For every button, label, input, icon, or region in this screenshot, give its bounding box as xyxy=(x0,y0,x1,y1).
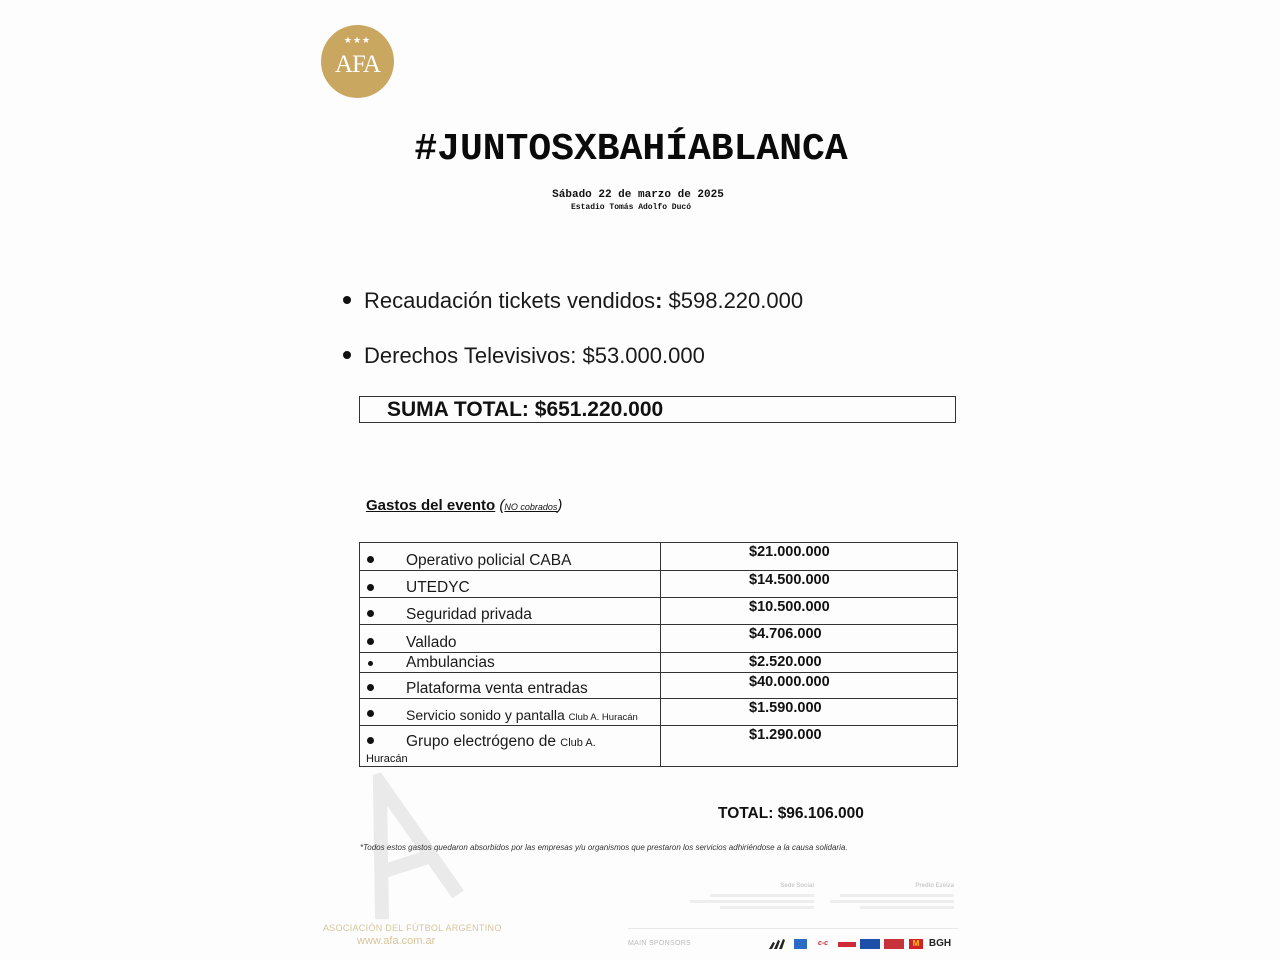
expense-name: Ambulancias xyxy=(406,654,495,671)
mcdonalds-icon: M xyxy=(909,939,923,949)
sum-total-text: SUMA TOTAL: $651.220.000 xyxy=(387,398,664,421)
afa-logo xyxy=(321,25,394,98)
page-title: #JUNTOSXBAHÍABLANCA xyxy=(414,128,848,171)
expense-amount: $21.000.000 xyxy=(749,544,830,560)
bullet-icon xyxy=(367,584,374,591)
event-venue: Estadio Tomás Adolfo Ducó xyxy=(570,203,692,212)
footnote: *Todos estos gastos quedaron absorbidos por las empresas y/u organismos que prestaron los servicios adhiriéndose a la causa solidaria. xyxy=(360,843,848,852)
expense-amount: $2.520.000 xyxy=(749,654,822,670)
predio-title: Predio Ezeiza xyxy=(915,883,954,889)
tv-value: $53.000.000 xyxy=(582,343,705,368)
ypf-icon xyxy=(860,939,880,949)
expense-amount: $1.590.000 xyxy=(749,700,822,716)
sum-total-box xyxy=(359,396,956,423)
table-row xyxy=(360,543,958,571)
coca-cola-icon: c-c xyxy=(817,940,829,947)
table-row xyxy=(360,673,958,699)
expenses-total: TOTAL: $96.106.000 xyxy=(718,805,864,822)
bullet-icon xyxy=(367,737,374,744)
logo-text: AFA xyxy=(334,51,381,78)
bullet-icon xyxy=(368,661,373,666)
table-row xyxy=(360,699,958,726)
table-row xyxy=(360,726,958,767)
expense-amount: $4.706.000 xyxy=(749,626,822,642)
event-date: Sábado 22 de marzo de 2025 xyxy=(552,189,724,201)
expense-name: Servicio sonido y pantalla Club A. Huracán xyxy=(406,707,638,723)
table-row xyxy=(360,598,958,625)
expense-amount: $40.000.000 xyxy=(749,674,830,690)
table-row xyxy=(360,625,958,653)
tickets-value: $598.220.000 xyxy=(668,288,804,313)
table-row xyxy=(360,571,958,598)
expense-suffix-wrap: Huracán xyxy=(366,753,408,765)
amex-icon xyxy=(794,939,807,949)
expense-name: Vallado xyxy=(406,634,457,651)
bullet-icon xyxy=(343,351,351,359)
income-tv xyxy=(343,343,705,369)
bullet-icon xyxy=(343,296,351,304)
expense-suffix: Club A. xyxy=(560,737,596,749)
bgh-logo: BGH xyxy=(928,938,952,949)
watermark-shape xyxy=(325,757,476,934)
expense-name: Operativo policial CABA xyxy=(406,552,572,569)
footer-divider xyxy=(628,928,958,929)
footer-association: ASOCIACIÓN DEL FÚTBOL ARGENTINO xyxy=(323,923,502,933)
expense-suffix: Club A. Huracán xyxy=(568,712,638,723)
sponsor-red-icon xyxy=(838,942,856,947)
expense-name: Seguridad privada xyxy=(406,606,532,623)
bullet-icon xyxy=(367,610,374,617)
expense-name: UTEDYC xyxy=(406,579,470,596)
income-tickets: Recaudación tickets vendidos: $598.220.000 xyxy=(343,288,803,314)
expense-amount: $10.500.000 xyxy=(749,599,830,615)
table-row xyxy=(360,653,958,673)
bullet-icon xyxy=(367,684,374,691)
expenses-table xyxy=(359,542,958,767)
footer-address-predio xyxy=(830,882,954,912)
bullet-icon xyxy=(367,638,374,645)
logo-stars: ★★★ xyxy=(343,35,372,45)
adidas-icon xyxy=(768,939,786,949)
tickets-label: Recaudación tickets vendidos xyxy=(364,288,656,313)
expenses-heading-label: Gastos del evento xyxy=(366,497,496,514)
sede-title: Sede Social xyxy=(780,883,814,889)
expense-amount: $1.290.000 xyxy=(749,727,822,743)
sponsors-label: MAIN SPONSORS xyxy=(628,940,692,947)
sponsor-flag-icon xyxy=(884,939,904,949)
expense-amount: $14.500.000 xyxy=(749,572,830,588)
tv-label: Derechos Televisivos: xyxy=(364,343,577,368)
afa-watermark xyxy=(325,757,476,934)
expense-name: Grupo electrógeno de Club A. xyxy=(406,733,596,750)
expense-name: Plataforma venta entradas xyxy=(406,680,588,697)
bullet-icon xyxy=(367,556,374,563)
footer-address-sede xyxy=(690,882,814,912)
expenses-heading-note: NO cobrados xyxy=(504,502,558,512)
footer-website[interactable]: www.afa.com.ar xyxy=(357,935,436,947)
bullet-icon xyxy=(367,710,374,717)
expenses-heading: Gastos del evento (NO cobrados) xyxy=(366,497,563,514)
